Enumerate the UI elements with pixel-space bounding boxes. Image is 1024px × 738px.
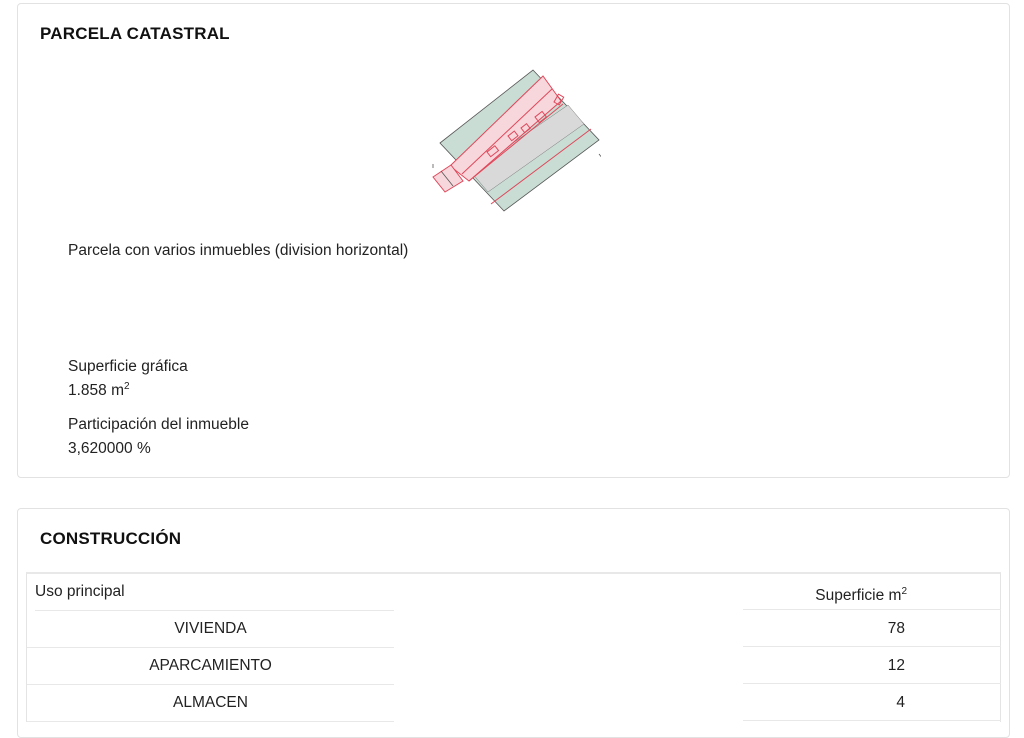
cell-superficie: 12: [743, 648, 1001, 684]
superficie-value: [68, 381, 130, 400]
column-header-superficie-text: Superficie m: [815, 587, 902, 604]
table-row: [27, 611, 1000, 648]
superficie-label: Superficie gráfica: [68, 358, 188, 375]
parcel-map[interactable]: [431, 64, 601, 224]
cell-uso: APARCAMIENTO: [27, 648, 394, 685]
parcela-panel: [17, 3, 1010, 478]
column-header-uso[interactable]: Uso principal: [35, 574, 394, 611]
table-row: [27, 648, 1000, 685]
parcela-title: PARCELA CATASTRAL: [40, 24, 230, 43]
participacion-label: Participación del inmueble: [68, 416, 249, 433]
parcel-tick-right: [599, 154, 601, 159]
parcel-map-image: [431, 64, 601, 224]
column-header-superficie[interactable]: [743, 574, 1001, 610]
division-text: Parcela con varios inmuebles (division horizontal): [68, 242, 409, 259]
cell-uso: VIVIENDA: [27, 611, 394, 648]
cell-superficie: 78: [743, 611, 1001, 647]
construccion-title: CONSTRUCCIÓN: [40, 529, 182, 548]
table-row: [27, 685, 1000, 722]
superficie-value-text: 1.858 m: [68, 382, 125, 399]
table-header-row: [27, 574, 1000, 611]
cell-superficie: 4: [743, 685, 1001, 721]
construccion-panel: [17, 508, 1010, 738]
cell-uso: ALMACEN: [27, 685, 394, 722]
construccion-table: [26, 572, 1001, 722]
column-header-superficie-exponent: 2: [901, 586, 907, 597]
superficie-unit-exponent: 2: [124, 381, 130, 392]
participacion-value: 3,620000 %: [68, 440, 151, 457]
